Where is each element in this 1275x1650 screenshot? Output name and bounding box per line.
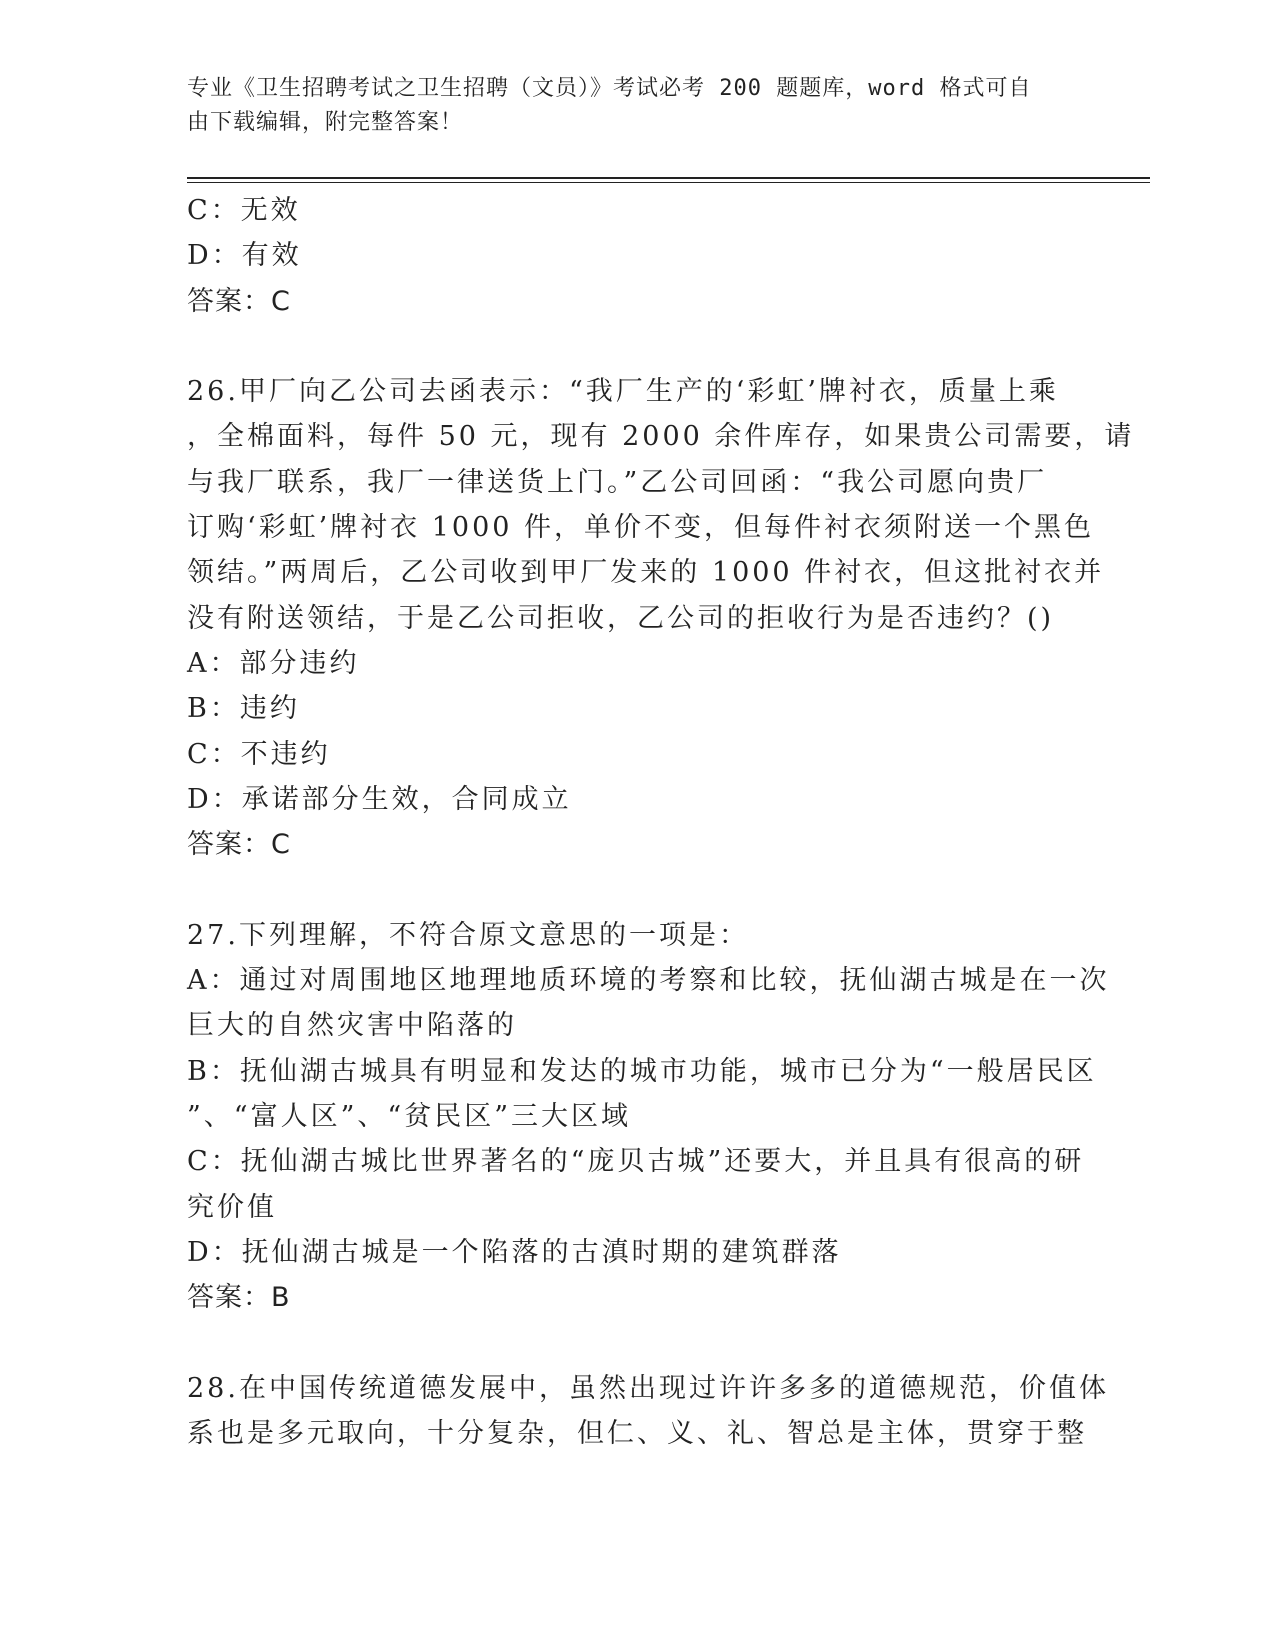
q26-answer: 答案：C: [187, 829, 291, 861]
header-line-2: 由下载编辑，附完整答案！: [187, 110, 464, 135]
q26-stem-line: 没有附送领结，于是乙公司拒收，乙公司的拒收行为是否违约？(): [187, 602, 1055, 634]
q26-option-d: D：承诺部分生效，合同成立: [187, 783, 572, 815]
q25-answer: 答案：C: [187, 285, 291, 317]
question-27: [187, 913, 1110, 1321]
q27-stem: 27.下列理解，不符合原文意思的一项是：: [187, 919, 749, 951]
question-25-tail: [187, 188, 1087, 324]
q27-option-c-line: C：抚仙湖古城比世界著名的“庞贝古城”还要大，并且具有很高的研: [187, 1146, 1085, 1178]
q28-stem-line: 28.在中国传统道德发展中，虽然出现过许许多多的道德规范，价值体: [187, 1372, 1109, 1404]
q27-option-c-line: 究价值: [187, 1191, 277, 1223]
q26-option-b: B：违约: [187, 693, 300, 725]
q27-option-a-line: 巨大的自然灾害中陷落的: [187, 1010, 517, 1042]
q27-option-b-line: B：抚仙湖古城具有明显和发达的城市功能，城市已分为“一般居民区: [187, 1055, 1097, 1087]
q26-stem-line: ，全棉面料，每件 50 元，现有 2000 余件库存，如果贵公司需要，请: [187, 421, 1135, 453]
header-rule-thin: [187, 182, 1150, 183]
q26-stem-line: 与我厂联系，我厂一律送货上门。”乙公司回函：“我公司愿向贵厂: [187, 466, 1048, 498]
q27-option-b-line: ”、“富人区”、“贫民区”三大区域: [187, 1100, 632, 1132]
page-header: [187, 72, 1087, 140]
q28-stem-line: 系也是多元取向，十分复杂，但仁、义、礼、智总是主体，贯穿于整: [187, 1418, 1087, 1450]
q26-stem-line: 领结。”两周后，乙公司收到甲厂发来的 1000 件衬衣，但这批衬衣并: [187, 557, 1105, 589]
header-rule-thick: [187, 177, 1150, 179]
spacer: [187, 867, 1087, 912]
question-content: [187, 188, 1135, 1456]
question-26: [187, 369, 1135, 867]
q25-option-c: C：无效: [187, 195, 301, 226]
q27-answer: 答案：B: [187, 1282, 291, 1314]
q26-option-c: C：不违约: [187, 738, 331, 770]
q27-option-a-line: A：通过对周围地区地理地质环境的考察和比较，抚仙湖古城是在一次: [187, 965, 1110, 997]
header-line-1: 专业《卫生招聘考试之卫生招聘（文员）》考试必考 200 题题库，word 格式可自: [187, 76, 1032, 101]
spacer: [187, 1320, 1087, 1365]
q26-option-a: A：部分违约: [187, 647, 360, 679]
q25-option-d: D：有效: [187, 240, 302, 272]
spacer: [187, 324, 1087, 369]
q26-stem-line: 订购‘彩虹’牌衬衣 1000 件，单价不变，但每件衬衣须附送一个黑色: [187, 512, 1095, 544]
q27-option-d: D：抚仙湖古城是一个陷落的古滇时期的建筑群落: [187, 1236, 842, 1268]
q26-stem-line: 26.甲厂向乙公司去函表示：“我厂生产的‘彩虹’牌衬衣，质量上乘: [187, 376, 1059, 408]
question-28: [187, 1366, 1109, 1457]
